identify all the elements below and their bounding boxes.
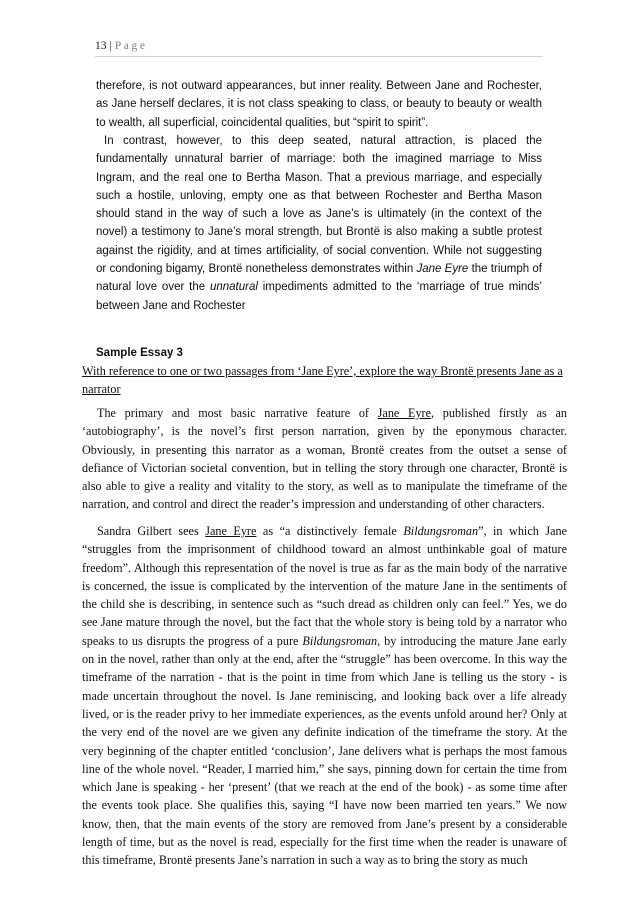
paragraph-therefore — [96, 77, 542, 132]
paragraph-text: therefore, is not outward appearances, but inner reality. Between Jane and Rochester, as Jane herself declares, it is not class speaking to class, or beauty to beauty or wealth to wealth, all superficial, coincidental qualities, but “spirit to spirit”. — [96, 80, 542, 129]
header-separator: | — [109, 40, 112, 52]
paragraph-in-contrast — [96, 132, 542, 315]
text-run: , by introducing the mature Jane early on in the novel, rather than only at the end, after the “struggle” has been overcome. In this way the timeframe of the narration - that is the point in time from which Jane is telling us the story - is made uncertain throughout the novel. Is Jane reminiscing, and looking back over a life already lived, or is the reader privy to her immediate experiences, as the events unfold around her? Only at the very end of the novel are we given any definite indication of the timeframe the story. At the very beginning of the chapter entitled ‘conclusion’, Jane delivers what is perhaps the most famous line of the whole novel. “Reader, I married him,” she says, pinning down for certain the time from which Jane is speaking - her ‘present’ (that we reach at the end of the book) - as some time after the events took place. She qualifies this, saying “I have now been married ten years.” We now know, then, that the main events of the story are removed from Jane’s present by a considerable length of time, but as the novel is read, especially for the first time when the reader is unaware of this timeframe, Brontë presents Jane’s narration in such a way as to bring the story as much — [82, 633, 567, 868]
paragraph-primary-feature — [82, 404, 567, 514]
text-run: as “a distinctively female — [256, 524, 404, 538]
underlined-title: Jane Eyre — [377, 406, 432, 420]
text-run: the triumph of natural love over the — [96, 263, 542, 294]
text-run: , published firstly as an ‘autobiography’, is the novel’s first person narration, given by the eponymous character. Obviously, in presenting this narrator as a woman, Brontë creates from the outset a sense of defiance of Victorian societal convention, but in telling the story through one character, Brontë is also able to give a reality and vitality to the story, as well as to manipulate the timeframe of the narration, and control and direct the reader’s impression and understanding of other characters. — [82, 406, 567, 512]
italic-word: unnatural — [209, 281, 258, 294]
paragraph-text — [82, 522, 567, 870]
text-run: The primary and most basic narrative feature of — [97, 406, 378, 420]
paragraph-text — [82, 404, 567, 514]
italic-title: Jane Eyre — [416, 263, 469, 276]
text-run: In contrast, however, to this deep seated, natural attraction, is placed the fundamentally unnatural barrier of marriage: both the imagined marriage to Miss Ingram, and the real one to Bertha Mason. That a previous marriage, and especially such a hostile, unloving, empty one as that between Rochester and Bertha Mason should stand in the way of such a love as Jane’s is ultimately (in the context of the novel) a testimony to Jane’s moral strength, but Brontë is also making a subtle protest against the rigidity, and at times artificiality, of social convention. While not suggesting or condoning bigamy, Brontë nonetheless demonstrates within — [96, 135, 542, 276]
text-run: Sandra Gilbert sees — [97, 524, 206, 538]
text-run: ”, in which Jane “struggles from the imprisonment of childhood toward an almost unthinkable goal of mature freedom”. Although this representation of the novel is true as far as the main body of the narrative is concerned, the issue is complicated by the intervention of the mature Jane in the sentiments of the child she is describing, in sentence such as “such dread as children only can feel.” Yes, we do see Jane mature through the novel, but the fact that the whole story is being told by a narrator who speaks to us disrupts the progress of a pure — [82, 524, 567, 648]
page-header — [95, 40, 543, 56]
section-heading: Sample Essay 3 — [96, 347, 183, 359]
page-label: Page — [114, 40, 148, 52]
italic-term: Bildungsroman — [403, 524, 479, 538]
paragraph-sandra-gilbert — [82, 522, 567, 870]
essay-question: With reference to one or two passages from ‘Jane Eyre’, explore the way Brontë presents Jane as a narrator — [82, 364, 563, 397]
italic-term: Bildungsroman — [302, 633, 378, 648]
underlined-title: Jane Eyre — [205, 524, 257, 538]
paragraph-text — [96, 132, 542, 315]
text-run: impediments admitted to the ‘marriage of true minds’ between Jane and Rochester — [96, 281, 542, 312]
header-rule — [95, 56, 543, 57]
page-number: 13 — [95, 40, 107, 52]
